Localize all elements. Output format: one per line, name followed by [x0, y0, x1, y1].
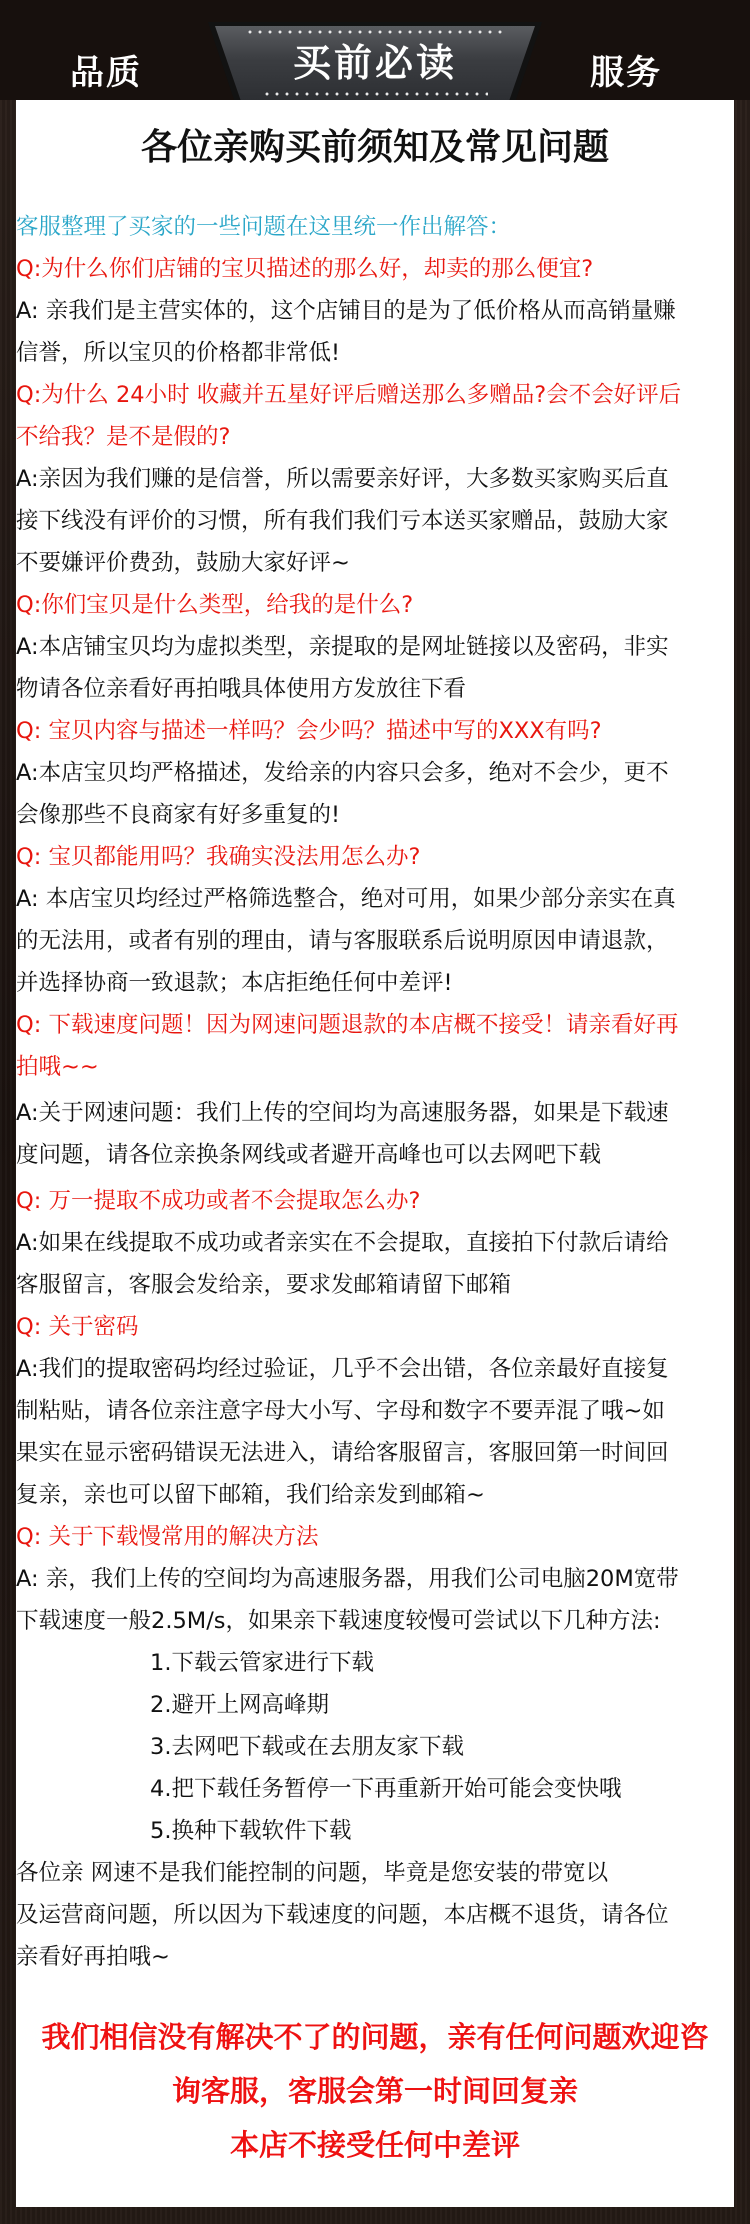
question-line: Q: 宝贝都能用吗？我确实没法用怎么办? [16, 844, 421, 870]
method-list-item: 1.下载云管家进行下载 [150, 1650, 374, 1676]
faq-panel [16, 100, 734, 2207]
answer-line: 制粘贴，请各位亲注意字母大小写、字母和数字不要弄混了哦~如 [16, 1398, 665, 1424]
answer-line: 会像那些不良商家有好多重复的! [16, 802, 341, 828]
note-paragraph-line: 各位亲 网速不是我们能控制的问题，毕竟是您安装的带宽以 [16, 1860, 609, 1886]
closing-statement-line: 我们相信没有解决不了的问题，亲有任何问题欢迎咨 [41, 2020, 709, 2054]
question-line: Q:为什么你们店铺的宝贝描述的那么好，却卖的那么便宜? [16, 256, 594, 282]
answer-line: A: 本店宝贝均经过严格筛选整合，绝对可用，如果少部分亲实在真 [16, 886, 676, 912]
question-line: 不给我？是不是假的? [16, 424, 231, 450]
header-band [0, 0, 750, 100]
question-line: Q:你们宝贝是什么类型，给我的是什么? [16, 592, 414, 618]
note-paragraph-line: 亲看好再拍哦~ [16, 1944, 170, 1970]
question-line: Q: 关于密码 [16, 1314, 139, 1340]
method-list-item: 3.去网吧下载或在去朋友家下载 [150, 1734, 464, 1760]
closing-statement-line: 本店不接受任何中差评 [229, 2128, 520, 2162]
question-line: Q: 下载速度问题！因为网速问题退款的本店概不接受！请亲看好再 [16, 1012, 679, 1038]
answer-line: 不要嫌评价费劲，鼓励大家好评~ [16, 550, 350, 576]
method-list-item: 4.把下载任务暂停一下再重新开始可能会变快哦 [150, 1776, 622, 1802]
answer-line: 下载速度一般2.5M/s，如果亲下载速度较慢可尝试以下几种方法: [16, 1608, 661, 1634]
header-left-label: 品质 [70, 53, 142, 93]
answer-line: 信誉，所以宝贝的价格都非常低! [16, 340, 341, 366]
header-title: 买前必读 [292, 41, 457, 85]
header-right-label: 服务 [590, 53, 662, 93]
question-line: Q:为什么 24小时 收藏并五星好评后赠送那么多赠品?会不会好评后 [16, 382, 682, 408]
answer-line: 复亲，亲也可以留下邮箱，我们给亲发到邮箱~ [16, 1482, 485, 1508]
method-list-item: 5.换种下载软件下载 [150, 1818, 352, 1844]
method-list-item: 2.避开上网高峰期 [150, 1692, 329, 1718]
answer-line: A:关于网速问题：我们上传的空间均为高速服务器，如果是下载速 [16, 1100, 669, 1126]
answer-line: 果实在显示密码错误无法进入，请给客服留言，客服回第一时间回 [16, 1440, 669, 1466]
question-line: Q: 宝贝内容与描述一样吗？会少吗？描述中写的XXX有吗? [16, 718, 602, 744]
answer-line: 物请各位亲看好再拍哦具体使用方发放往下看 [16, 676, 467, 702]
question-line: Q: 关于下载慢常用的解决方法 [16, 1524, 319, 1550]
answer-line: 的无法用，或者有别的理由，请与客服联系后说明原因申请退款， [16, 928, 669, 954]
question-line: Q: 万一提取不成功或者不会提取怎么办? [16, 1188, 421, 1214]
plaque-lights-top [245, 30, 505, 34]
answer-line: A:我们的提取密码均经过验证，几乎不会出错，各位亲最好直接复 [16, 1356, 669, 1382]
answer-line: 接下线没有评价的习惯，所有我们我们亏本送买家赠品，鼓励大家 [16, 508, 669, 534]
answer-line: 并选择协商一致退款；本店拒绝任何中差评! [16, 970, 453, 996]
answer-line: A: 亲，我们上传的空间均为高速服务器，用我们公司电脑20M宽带 [16, 1566, 679, 1592]
answer-line: A:亲因为我们赚的是信誉，所以需要亲好评，大多数买家购买后直 [16, 466, 669, 492]
question-line: 拍哦~~ [16, 1054, 99, 1080]
closing-statement-line: 询客服，客服会第一时间回复亲 [171, 2074, 578, 2108]
answer-line: 客服留言，客服会发给亲，要求发邮箱请留下邮箱 [16, 1272, 512, 1298]
answer-line: A:本店铺宝贝均为虚拟类型，亲提取的是网址链接以及密码，非实 [16, 634, 669, 660]
answer-line: A: 亲我们是主营实体的，这个店铺目的是为了低价格从而高销量赚 [16, 298, 676, 324]
intro-text: 客服整理了买家的一些问题在这里统一作出解答： [16, 214, 512, 240]
note-paragraph-line: 及运营商问题，所以因为下载速度的问题，本店概不退货，请各位 [16, 1902, 669, 1928]
answer-line: A:本店宝贝均严格描述，发给亲的内容只会多，绝对不会少，更不 [16, 760, 669, 786]
plaque-lights-bottom [262, 92, 488, 96]
answer-line: A:如果在线提取不成功或者亲实在不会提取，直接拍下付款后请给 [16, 1230, 669, 1256]
page-title: 各位亲购买前须知及常见问题 [140, 127, 609, 168]
answer-line: 度问题，请各位亲换条网线或者避开高峰也可以去网吧下载 [16, 1142, 602, 1168]
